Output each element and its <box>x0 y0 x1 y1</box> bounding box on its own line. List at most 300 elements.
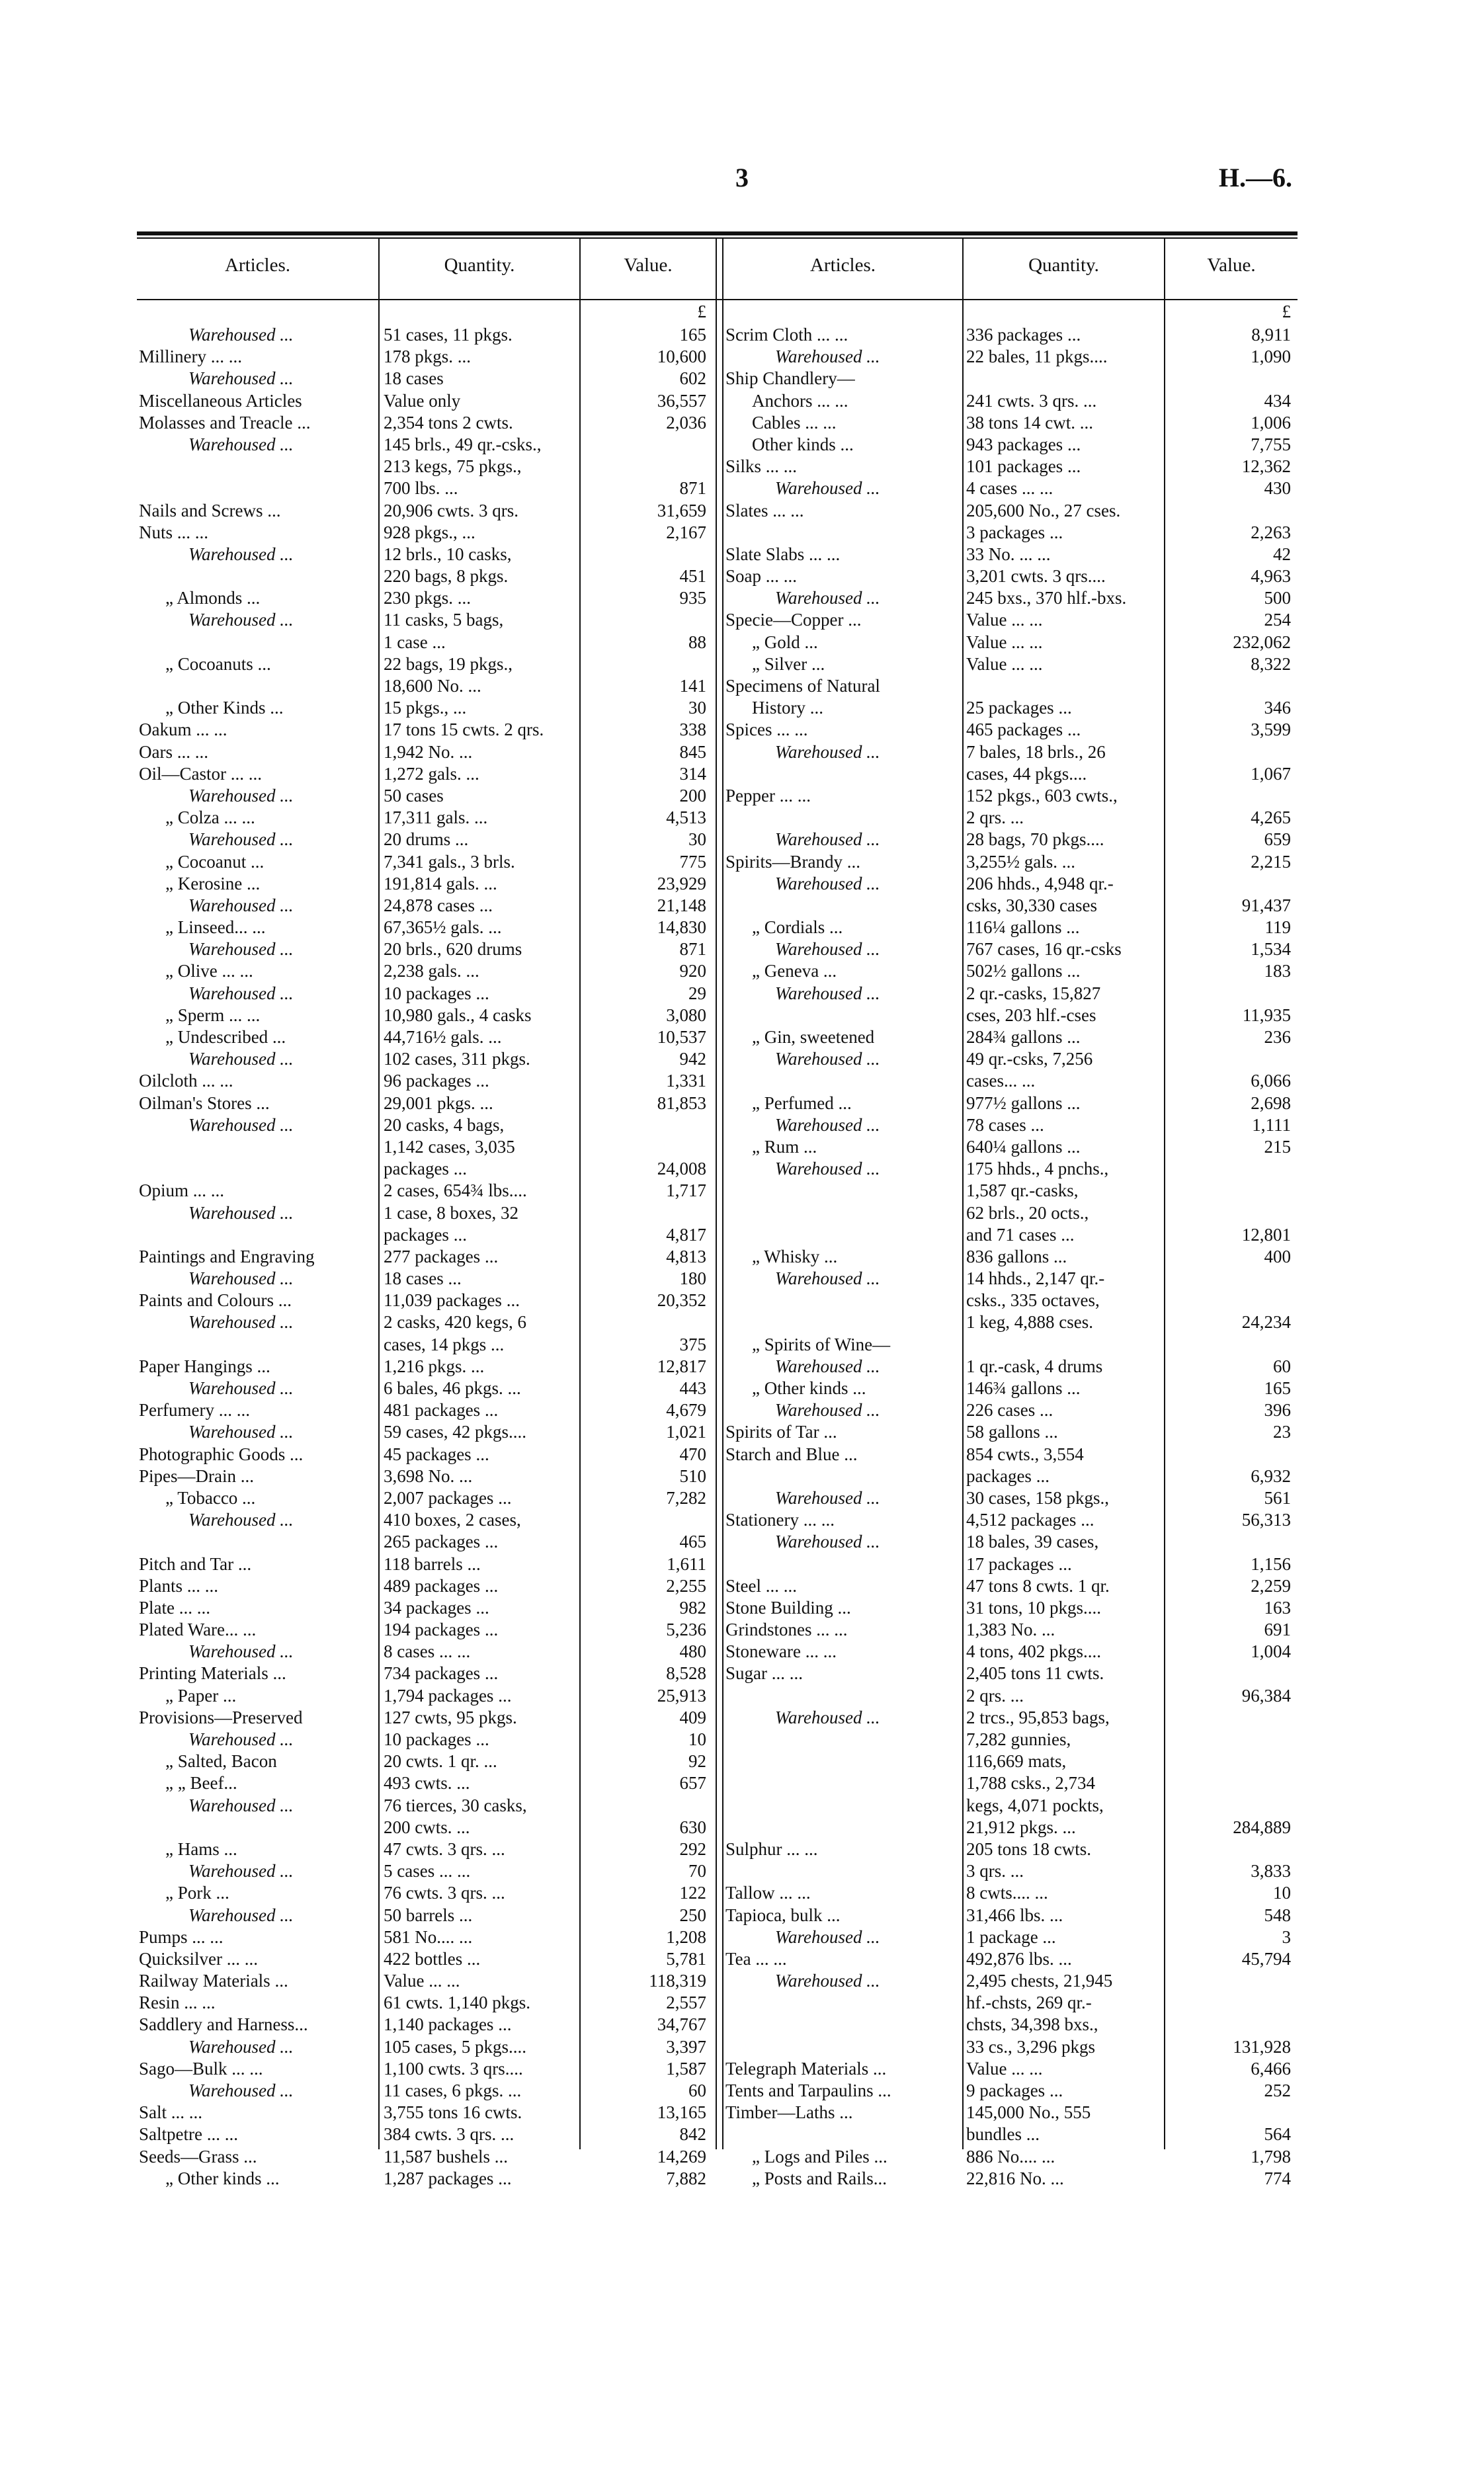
article-cell: Sago—Bulk ... ... <box>139 2058 263 2079</box>
article-cell: Molasses and Treacle ... <box>139 412 311 433</box>
value-cell: 500 <box>1264 588 1291 608</box>
quantity-cell: 20 cwts. 1 qr. ... <box>384 1751 497 1772</box>
table-row <box>725 632 1294 653</box>
table-row <box>139 719 714 741</box>
article-cell: Warehoused ... <box>775 1400 880 1421</box>
quantity-cell: 178 pkgs. ... <box>384 347 472 367</box>
quantity-cell: 493 cwts. ... <box>384 1773 470 1794</box>
quantity-cell: 489 packages ... <box>384 1575 499 1596</box>
value-cell: 443 <box>679 1378 706 1398</box>
quantity-cell: 226 cases ... <box>966 1400 1053 1421</box>
table-row <box>725 587 1294 609</box>
value-cell: 465 <box>679 1532 706 1552</box>
quantity-cell: 11,039 packages ... <box>384 1290 520 1311</box>
quantity-cell: 1,788 csks., 2,734 <box>966 1773 1095 1794</box>
quantity-cell: 241 cwts. 3 qrs. ... <box>966 390 1097 411</box>
quantity-cell: 59 cases, 42 pkgs.... <box>384 1422 526 1442</box>
table-row <box>725 2168 1294 2190</box>
quantity-cell: 25 packages ... <box>966 698 1072 718</box>
table-row <box>139 368 714 390</box>
article-cell: Steel ... ... <box>725 1575 797 1596</box>
table-row <box>139 785 714 807</box>
table-row <box>139 1729 714 1751</box>
table-row <box>139 1487 714 1509</box>
article-cell: „ Colza ... ... <box>165 807 255 828</box>
quantity-cell: 2,007 packages ... <box>384 1487 512 1508</box>
table-row <box>725 477 1294 499</box>
table-row <box>139 1597 714 1619</box>
quantity-cell: 1,287 packages ... <box>384 2168 512 2188</box>
quantity-cell: 10,980 gals., 4 casks <box>384 1005 532 1025</box>
article-cell: Paintings and Engraving <box>139 1246 315 1266</box>
quantity-cell: 18 cases ... <box>384 1268 462 1289</box>
article-cell: „ Olive ... ... <box>165 961 253 981</box>
quantity-cell: Value ... ... <box>966 632 1043 652</box>
article-cell: Nuts ... ... <box>139 522 209 542</box>
article-cell: „ Silver ... <box>752 653 825 674</box>
value-cell: 70 <box>688 1861 706 1881</box>
value-cell: 1,090 <box>1251 347 1291 367</box>
table-row <box>725 1970 1294 1992</box>
article-cell: Warehoused ... <box>188 785 294 805</box>
table-row <box>139 1707 714 1729</box>
value-cell: 23,929 <box>657 873 706 893</box>
table-row <box>725 565 1294 587</box>
table-row <box>725 1290 1294 1311</box>
article-cell: Printing Materials ... <box>139 1663 286 1684</box>
article-cell: „ Logs and Piles ... <box>752 2146 887 2166</box>
quantity-cell: 1,216 pkgs. ... <box>384 1356 485 1376</box>
article-cell: Oilman's Stores ... <box>139 1093 270 1113</box>
article-cell: Paper Hangings ... <box>139 1356 270 1376</box>
quantity-cell: 410 boxes, 2 cases, <box>384 1510 521 1530</box>
table-row <box>139 1948 714 1970</box>
quantity-cell: 4 cases ... ... <box>966 478 1053 499</box>
quantity-cell: 943 packages ... <box>966 434 1081 454</box>
quantity-cell: cases... ... <box>966 1071 1036 1091</box>
value-cell: 96,384 <box>1241 1685 1291 1706</box>
table-row <box>139 587 714 609</box>
article-cell: Plants ... ... <box>139 1575 219 1596</box>
article-cell: Telegraph Materials ... <box>725 2058 887 2079</box>
value-cell: 250 <box>679 1905 706 1925</box>
table-row <box>139 1246 714 1268</box>
value-cell: 6,066 <box>1251 1071 1291 1091</box>
value-cell: 119 <box>1264 917 1291 938</box>
value-cell: 4,817 <box>666 1224 706 1245</box>
quantity-cell: 7,341 gals., 3 brls. <box>384 851 515 872</box>
value-cell: 92 <box>688 1751 706 1772</box>
quantity-cell: kegs, 4,071 pockts, <box>966 1795 1104 1815</box>
quantity-cell: 58 gallons ... <box>966 1422 1058 1442</box>
article-cell: Tallow ... ... <box>725 1883 811 1903</box>
quantity-cell: 205,600 No., 27 cses. <box>966 500 1121 520</box>
quantity-cell: 581 No.... ... <box>384 1926 473 1947</box>
article-cell: Warehoused ... <box>188 434 294 454</box>
table-row <box>139 675 714 697</box>
quantity-cell: 28 bags, 70 pkgs.... <box>966 829 1104 850</box>
article-cell: Oakum ... ... <box>139 720 227 740</box>
table-row <box>725 1334 1294 1356</box>
value-cell: 657 <box>679 1773 706 1794</box>
quantity-cell: 20 brls., 620 drums <box>384 939 522 960</box>
table-row <box>725 1070 1294 1092</box>
quantity-cell: 854 cwts., 3,554 <box>966 1444 1084 1464</box>
value-cell: 14,830 <box>657 917 706 938</box>
quantity-cell: 51 cases, 11 pkgs. <box>384 325 513 345</box>
table-row <box>139 1641 714 1663</box>
quantity-cell: 38 tons 14 cwt. ... <box>966 412 1093 433</box>
value-cell: 292 <box>679 1838 706 1859</box>
top-rule <box>137 231 1298 235</box>
quantity-cell: 1 package ... <box>966 1926 1056 1947</box>
article-cell: Warehoused ... <box>775 1268 880 1289</box>
quantity-cell: 22 bales, 11 pkgs.... <box>966 347 1108 367</box>
quantity-cell: 116¼ gallons ... <box>966 917 1080 938</box>
quantity-cell: 1,587 qr.-casks, <box>966 1180 1079 1201</box>
table-row <box>139 632 714 653</box>
value-cell: 346 <box>1264 698 1291 718</box>
table-row <box>139 2146 714 2168</box>
article-cell: Photographic Goods ... <box>139 1444 304 1464</box>
value-cell: 7,282 <box>666 1487 706 1508</box>
currency-symbol-right: £ <box>1282 302 1291 321</box>
table-row <box>725 1224 1294 1246</box>
table-row <box>139 1070 714 1092</box>
value-cell: 284,889 <box>1233 1817 1291 1837</box>
document-reference: H.—6. <box>1218 163 1292 192</box>
article-cell: Warehoused ... <box>188 1049 294 1069</box>
table-row <box>139 1026 714 1048</box>
article-cell: Warehoused ... <box>775 1971 880 1991</box>
value-cell: 1,156 <box>1251 1553 1291 1574</box>
table-row <box>725 1180 1294 1202</box>
top-rule-thin <box>137 237 1298 239</box>
value-cell: 6,466 <box>1251 2058 1291 2079</box>
table-row <box>725 653 1294 675</box>
article-cell: „ Gold ... <box>752 632 818 652</box>
value-cell: 24,008 <box>657 1159 706 1179</box>
table-row <box>139 960 714 982</box>
value-cell: 409 <box>679 1707 706 1727</box>
value-cell: 42 <box>1273 544 1291 564</box>
quantity-cell: 33 No. ... ... <box>966 544 1051 564</box>
quantity-cell: 7 bales, 18 brls., 26 <box>966 741 1106 762</box>
article-cell: Warehoused ... <box>775 1159 880 1179</box>
article-cell: Warehoused ... <box>188 1202 294 1223</box>
column-divider-double <box>716 238 717 2149</box>
article-cell: Specie—Copper ... <box>725 610 862 630</box>
table-row <box>725 938 1294 960</box>
table-row <box>139 477 714 499</box>
value-cell: 31,659 <box>657 500 706 520</box>
quantity-cell: 886 No.... ... <box>966 2146 1055 2166</box>
article-cell: Warehoused ... <box>188 1795 294 1815</box>
quantity-cell: 3,755 tons 16 cwts. <box>384 2102 522 2123</box>
value-cell: 920 <box>679 961 706 981</box>
table-row <box>139 1356 714 1378</box>
table-row <box>725 851 1294 873</box>
value-cell: 1,331 <box>666 1071 706 1091</box>
article-cell: Pitch and Tar ... <box>139 1553 252 1574</box>
quantity-cell: cases, 44 pkgs.... <box>966 763 1087 784</box>
article-cell: Starch and Blue ... <box>725 1444 858 1464</box>
value-cell: 34,767 <box>657 2014 706 2035</box>
table-row <box>725 368 1294 390</box>
quantity-cell: 76 cwts. 3 qrs. ... <box>384 1883 505 1903</box>
value-cell: 36,557 <box>657 390 706 411</box>
article-cell: Scrim Cloth ... ... <box>725 325 848 345</box>
value-cell: 396 <box>1264 1400 1291 1421</box>
article-cell: Saddlery and Harness... <box>139 2014 308 2035</box>
article-cell: Warehoused ... <box>775 1114 880 1135</box>
quantity-cell: packages ... <box>384 1224 467 1245</box>
left-table <box>139 324 714 2190</box>
table-row <box>725 2124 1294 2145</box>
table-row <box>139 1334 714 1356</box>
table-row <box>139 1311 714 1333</box>
article-cell: Anchors ... ... <box>752 390 848 411</box>
header-articles-left: Articles. <box>224 255 291 276</box>
quantity-cell: Value ... ... <box>966 610 1043 630</box>
table-row <box>725 1597 1294 1619</box>
quantity-cell: Value ... ... <box>966 653 1043 674</box>
table-row <box>139 1795 714 1817</box>
table-row <box>725 609 1294 631</box>
article-cell: Warehoused ... <box>188 1114 294 1135</box>
quantity-cell: 62 brls., 20 octs., <box>966 1202 1089 1223</box>
article-cell: Oilcloth ... ... <box>139 1071 233 1091</box>
table-row <box>725 1048 1294 1070</box>
article-cell: Warehoused ... <box>188 325 294 345</box>
value-cell: 8,322 <box>1251 653 1291 674</box>
article-cell: Warehoused ... <box>775 741 880 762</box>
article-cell: Warehoused ... <box>775 478 880 499</box>
article-cell: Warehoused ... <box>775 347 880 367</box>
value-cell: 375 <box>679 1334 706 1354</box>
article-cell: Warehoused ... <box>188 1312 294 1333</box>
quantity-cell: 1 case, 8 boxes, 32 <box>384 1202 518 1223</box>
quantity-cell: Value ... ... <box>966 2058 1043 2079</box>
quantity-cell: 206 hhds., 4,948 qr.- <box>966 873 1114 893</box>
table-row <box>139 1136 714 1158</box>
quantity-cell: 152 pkgs., 603 cwts., <box>966 785 1118 805</box>
article-cell: Slates ... ... <box>725 500 804 520</box>
value-cell: 1,208 <box>666 1926 706 1947</box>
article-cell: „ Other kinds ... <box>165 2168 280 2188</box>
table-row <box>139 851 714 873</box>
table-row <box>725 1158 1294 1180</box>
table-row <box>725 544 1294 565</box>
quantity-cell: 44,716½ gals. ... <box>384 1027 502 1047</box>
value-cell: 4,679 <box>666 1400 706 1421</box>
article-cell: Sugar ... ... <box>725 1663 803 1684</box>
article-cell: Warehoused ... <box>188 1729 294 1749</box>
quantity-cell: 3 qrs. ... <box>966 1861 1024 1881</box>
table-row <box>725 1444 1294 1465</box>
article-cell: „ „ Beef... <box>165 1773 237 1794</box>
article-cell: Plated Ware... ... <box>139 1620 257 1640</box>
table-row <box>139 2080 714 2102</box>
article-cell: Warehoused ... <box>775 1356 880 1376</box>
table-row <box>139 346 714 368</box>
quantity-cell: 21,912 pkgs. ... <box>966 1817 1076 1837</box>
table-row <box>725 1399 1294 1421</box>
article-cell: „ Linseed... ... <box>165 917 266 938</box>
value-cell: 14,269 <box>657 2146 706 2166</box>
value-cell: 630 <box>679 1817 706 1837</box>
quantity-cell: 1 case ... <box>384 632 446 652</box>
table-row <box>725 1619 1294 1641</box>
table-row <box>725 2146 1294 2168</box>
value-cell: 659 <box>1264 829 1291 850</box>
table-row <box>725 412 1294 434</box>
value-cell: 400 <box>1264 1246 1291 1266</box>
article-cell: Warehoused ... <box>188 1510 294 1530</box>
article-cell: Tapioca, bulk ... <box>725 1905 841 1925</box>
quantity-cell: 3 packages ... <box>966 522 1063 542</box>
article-cell: Miscellaneous Articles <box>139 390 302 411</box>
article-cell: Warehoused ... <box>775 873 880 893</box>
value-cell: 12,362 <box>1241 456 1291 477</box>
article-cell: Pepper ... ... <box>725 785 811 805</box>
quantity-cell: 47 cwts. 3 qrs. ... <box>384 1838 505 1859</box>
table-row <box>139 324 714 346</box>
quantity-cell: 465 packages ... <box>966 720 1081 740</box>
table-row <box>725 1246 1294 1268</box>
article-cell: Provisions—Preserved <box>139 1707 303 1727</box>
quantity-cell: 220 bags, 8 pkgs. <box>384 566 509 587</box>
article-cell: „ Almonds ... <box>165 588 261 608</box>
quantity-cell: 2 qrs. ... <box>966 1685 1024 1706</box>
quantity-cell: 6 bales, 46 pkgs. ... <box>384 1378 521 1398</box>
article-cell: Quicksilver ... ... <box>139 1948 258 1969</box>
value-cell: 602 <box>679 368 706 389</box>
table-row <box>725 1926 1294 1948</box>
article-cell: Other kinds ... <box>752 434 854 454</box>
table-row <box>725 1356 1294 1378</box>
article-cell: Spirits of Tar ... <box>725 1422 837 1442</box>
quantity-cell: 3,201 cwts. 3 qrs.... <box>966 566 1106 587</box>
article-cell: „ Perfumed ... <box>752 1093 852 1113</box>
article-cell: Warehoused ... <box>775 1926 880 1947</box>
quantity-cell: 127 cwts, 95 pkgs. <box>384 1707 517 1727</box>
quantity-cell: 22 bags, 19 pkgs., <box>384 653 513 674</box>
article-cell: „ Cocoanut ... <box>165 851 265 872</box>
value-cell: 10,600 <box>657 347 706 367</box>
article-cell: Resin ... ... <box>139 1993 216 2013</box>
value-cell: 180 <box>679 1268 706 1289</box>
table-row <box>725 1136 1294 1158</box>
quantity-cell: 50 cases <box>384 785 444 805</box>
value-cell: 4,963 <box>1251 566 1291 587</box>
quantity-cell: 8 cwts.... ... <box>966 1883 1048 1903</box>
table-row <box>725 1311 1294 1333</box>
quantity-cell: 200 cwts. ... <box>384 1817 470 1837</box>
article-cell: „ Cocoanuts ... <box>165 653 271 674</box>
quantity-cell: 1,942 No. ... <box>384 741 473 762</box>
quantity-cell: 20 casks, 4 bags, <box>384 1114 505 1135</box>
article-cell: „ Gin, sweetened <box>752 1027 875 1047</box>
quantity-cell: 2,495 chests, 21,945 <box>966 1971 1113 1991</box>
article-cell: „ Rum ... <box>752 1136 817 1157</box>
quantity-cell: 76 tierces, 30 casks, <box>384 1795 527 1815</box>
article-cell: Tea ... ... <box>725 1948 787 1969</box>
quantity-cell: 12 brls., 10 casks, <box>384 544 512 564</box>
article-cell: Warehoused ... <box>188 1422 294 1442</box>
header-articles-right: Articles. <box>809 255 876 276</box>
table-row <box>725 1026 1294 1048</box>
table-row <box>725 1509 1294 1531</box>
table-row <box>139 2168 714 2190</box>
value-cell: 13,165 <box>657 2102 706 2123</box>
value-cell: 118,319 <box>649 1971 706 1991</box>
table-row <box>139 1224 714 1246</box>
value-cell: 1,611 <box>667 1553 706 1574</box>
quantity-cell: 245 bxs., 370 hlf.-bxs. <box>966 588 1127 608</box>
table-row <box>725 1202 1294 1224</box>
value-cell: 81,853 <box>657 1093 706 1113</box>
article-cell: Warehoused ... <box>775 588 880 608</box>
table-row <box>725 675 1294 697</box>
table-row <box>725 1663 1294 1684</box>
quantity-cell: 50 barrels ... <box>384 1905 473 1925</box>
value-cell: 982 <box>679 1597 706 1618</box>
value-cell: 232,062 <box>1233 632 1291 652</box>
article-cell: Seeds—Grass ... <box>139 2146 257 2166</box>
table-row <box>139 1619 714 1641</box>
quantity-cell: 101 packages ... <box>966 456 1081 477</box>
quantity-cell: 4,512 packages ... <box>966 1510 1094 1530</box>
value-cell: 10 <box>688 1729 706 1749</box>
value-cell: 21,148 <box>657 895 706 915</box>
table-row <box>725 2058 1294 2080</box>
quantity-cell: 213 kegs, 75 pkgs., <box>384 456 522 477</box>
value-cell: 480 <box>679 1641 706 1662</box>
value-cell: 7,755 <box>1251 434 1291 454</box>
quantity-cell: 836 gallons ... <box>966 1246 1067 1266</box>
value-cell: 60 <box>1273 1356 1291 1376</box>
table-row <box>725 719 1294 741</box>
article-cell: Railway Materials ... <box>139 1971 288 1991</box>
table-row <box>139 1378 714 1399</box>
article-cell: Warehoused ... <box>188 1905 294 1925</box>
quantity-cell: 20 drums ... <box>384 829 469 850</box>
value-cell: 510 <box>679 1465 706 1486</box>
table-row <box>139 1465 714 1487</box>
article-cell: „ Sperm ... ... <box>165 1005 261 1025</box>
article-cell: Warehoused ... <box>188 1268 294 1289</box>
table-row <box>725 1905 1294 1926</box>
table-row <box>139 1290 714 1311</box>
table-row <box>725 1948 1294 1970</box>
value-cell: 871 <box>679 478 706 499</box>
table-row <box>725 522 1294 544</box>
value-cell: 3,833 <box>1251 1861 1291 1881</box>
table-row <box>725 1093 1294 1114</box>
table-row <box>725 741 1294 763</box>
table-row <box>725 960 1294 982</box>
table-row <box>725 895 1294 917</box>
quantity-cell: 175 hhds., 4 pnchs., <box>966 1159 1109 1179</box>
table-row <box>139 1444 714 1465</box>
value-cell: 2,698 <box>1251 1093 1291 1113</box>
table-row <box>139 873 714 895</box>
value-cell: 56,313 <box>1241 1510 1291 1530</box>
article-cell: „ Tobacco ... <box>165 1487 256 1508</box>
value-cell: 11,935 <box>1242 1005 1291 1025</box>
value-cell: 935 <box>679 588 706 608</box>
